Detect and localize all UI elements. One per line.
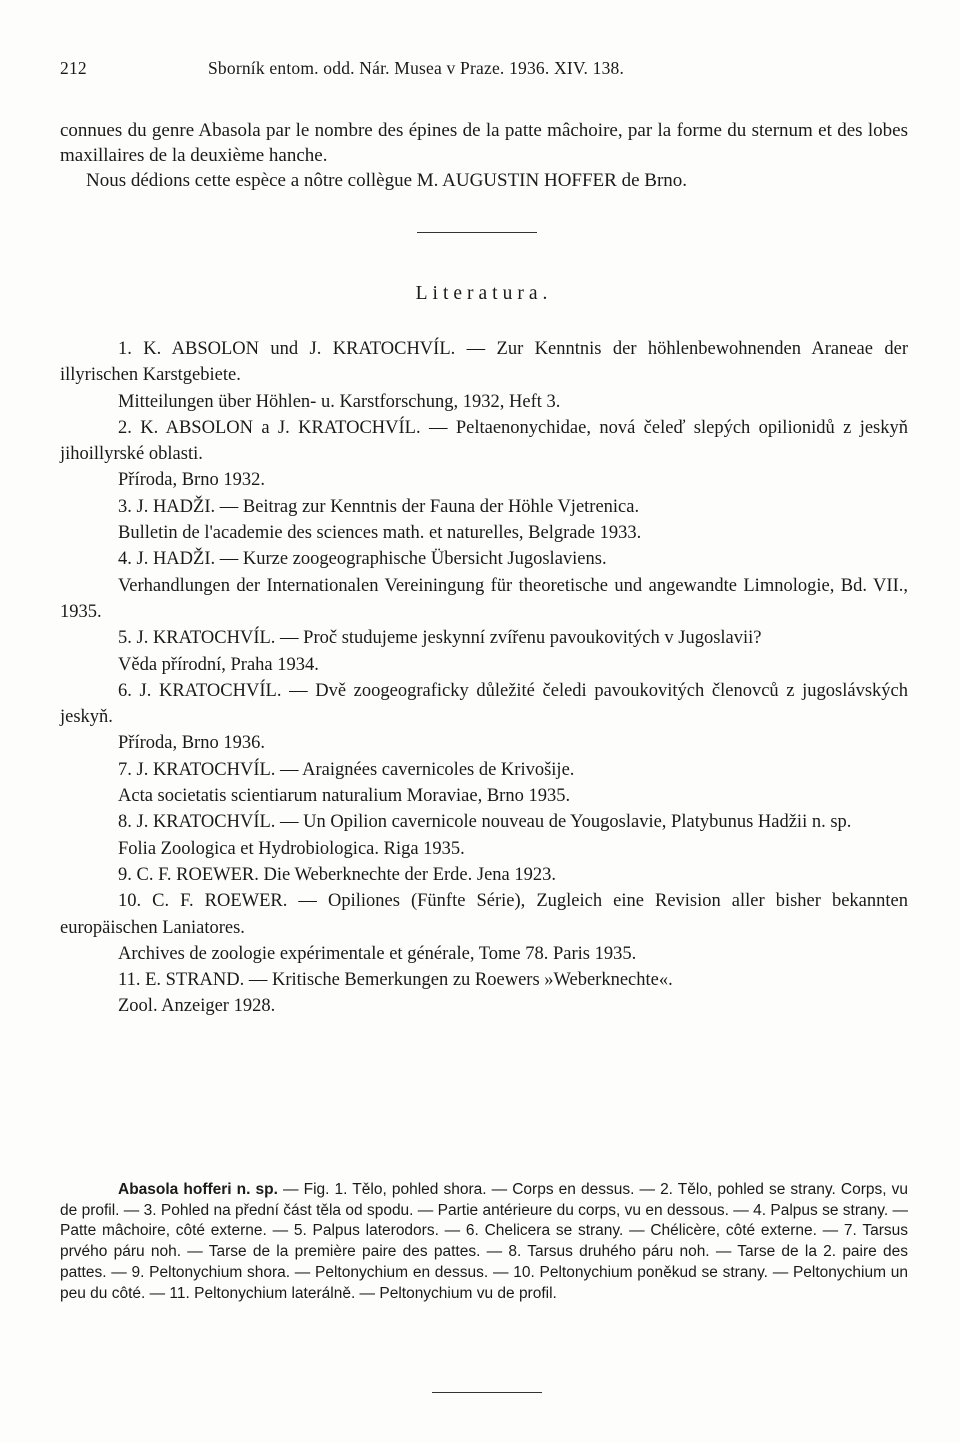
reference-source: Příroda, Brno 1936. <box>118 733 265 754</box>
page-number: 212 <box>60 58 87 78</box>
reference-source: Mitteilungen über Höhlen- u. Karstforschung, 1932, Heft 3. <box>118 391 561 412</box>
reference-item <box>60 415 908 494</box>
reference-text: 7. J. KRATOCHVÍL. — Araignées cavernicoles de Krivošije. <box>118 759 575 780</box>
reference-list <box>60 336 908 1020</box>
section-divider <box>417 232 537 233</box>
reference-text: 8. J. KRATOCHVÍL. — Un Opilion cavernicole nouveau de Yougoslavie, Platybunus Hadžii n. sp. <box>118 812 852 833</box>
literature-heading: Literatura. <box>415 283 553 304</box>
reference-text: 4. J. HADŽI. — Kurze zoogeographische Übersicht Jugoslaviens. <box>118 549 607 570</box>
reference-text: 2. K. ABSOLON a J. KRATOCHVÍL. — Peltaenonychidae, nová čeleď slepých opilionidů z jeskyň jihoillyrské oblasti. <box>60 417 908 465</box>
reference-text: 6. J. KRATOCHVÍL. — Dvě zoogeograficky důležité čeledi pavoukovitých členovců z jugoslávských jeskyň. <box>60 680 908 728</box>
reference-item <box>60 625 908 678</box>
reference-source: Zool. Anzeiger 1928. <box>118 996 276 1017</box>
reference-source: Acta societatis scientiarum naturalium Moraviae, Brno 1935. <box>118 786 571 807</box>
reference-source: Věda přírodní, Praha 1934. <box>118 654 319 675</box>
reference-item <box>60 862 908 888</box>
reference-item <box>60 546 908 625</box>
reference-text: 9. C. F. ROEWER. Die Weberknechte der Erde. Jena 1923. <box>118 864 557 885</box>
reference-text: 3. J. HADŽI. — Beitrag zur Kenntnis der Fauna der Höhle Vjetrenica. <box>118 496 640 517</box>
reference-source: Archives de zoologie expérimentale et générale, Tome 78. Paris 1935. <box>118 943 637 964</box>
reference-item <box>60 888 908 967</box>
caption-text: — Fig. 1. Tělo, pohled shora. — Corps en dessus. — 2. Tělo, pohled se strany. Corps, vu de profil. — 3. Pohled na přední část těla od spodu. — Partie antérieure du corps, vu en dessous. — 4. Palpus se strany. — Patte mâchoire, côté externe. — 5. Palpus laterodors. — 6. Chelicera se strany. — Chélicère, côté externe. — 7. Tarsus prvého páru noh. — Tarse de la première paire des pattes. — 8. Tarsus druhého páru noh. — Tarse de la 2. paire des pattes. — 9. Peltonychium shora. — Peltonychium en dessus. — 10. Peltonychium poněkud se strany. — Peltonychium un peu du côté. — 11. Peltonychium laterálně. — Peltonychium vu de profil. <box>60 1181 908 1302</box>
intro-text <box>60 118 908 193</box>
figure-caption <box>60 1180 908 1304</box>
reference-item <box>60 809 908 862</box>
journal-title: Sborník entom. odd. Nár. Musea v Praze. 1936. XIV. 138. <box>208 58 625 78</box>
reference-item <box>60 757 908 810</box>
reference-item <box>60 967 908 1020</box>
bottom-divider <box>432 1392 542 1393</box>
reference-item <box>60 678 908 757</box>
reference-source: Příroda, Brno 1932. <box>118 470 265 491</box>
intro-paragraph-1: connues du genre Abasola par le nombre des épines de la patte mâchoire, par la forme du sternum et des lobes maxillaires de la deuxième hanche. <box>60 120 908 166</box>
reference-text: 1. K. ABSOLON und J. KRATOCHVÍL. — Zur Kenntnis der höhlenbewohnenden Araneae der illyrischen Karstgebiete. <box>60 339 908 386</box>
reference-item <box>60 494 908 547</box>
reference-source: Bulletin de l'academie des sciences math. et naturelles, Belgrade 1933. <box>118 523 642 544</box>
reference-source: Verhandlungen der Internationalen Vereiningung für theoretische und angewandte Limnologie, Bd. VII., 1935. <box>60 575 908 622</box>
reference-item <box>60 336 908 415</box>
reference-source: Folia Zoologica et Hydrobiologica. Riga 1935. <box>118 838 465 859</box>
caption-species: Abasola hofferi n. sp. <box>118 1181 278 1198</box>
reference-text: 11. E. STRAND. — Kritische Bemerkungen zu Roewers »Weberknechte«. <box>118 970 673 991</box>
reference-text: 5. J. KRATOCHVÍL. — Proč studujeme jeskynní zvířenu pavoukovitých v Jugoslavii? <box>118 628 762 649</box>
reference-text: 10. C. F. ROEWER. — Opiliones (Fünfte Série), Zugleich eine Revision aller bisher bekannten europäischen Laniatores. <box>60 891 908 938</box>
intro-paragraph-2: Nous dédions cette espèce a nôtre collègue M. AUGUSTIN HOFFER de Brno. <box>86 170 688 191</box>
